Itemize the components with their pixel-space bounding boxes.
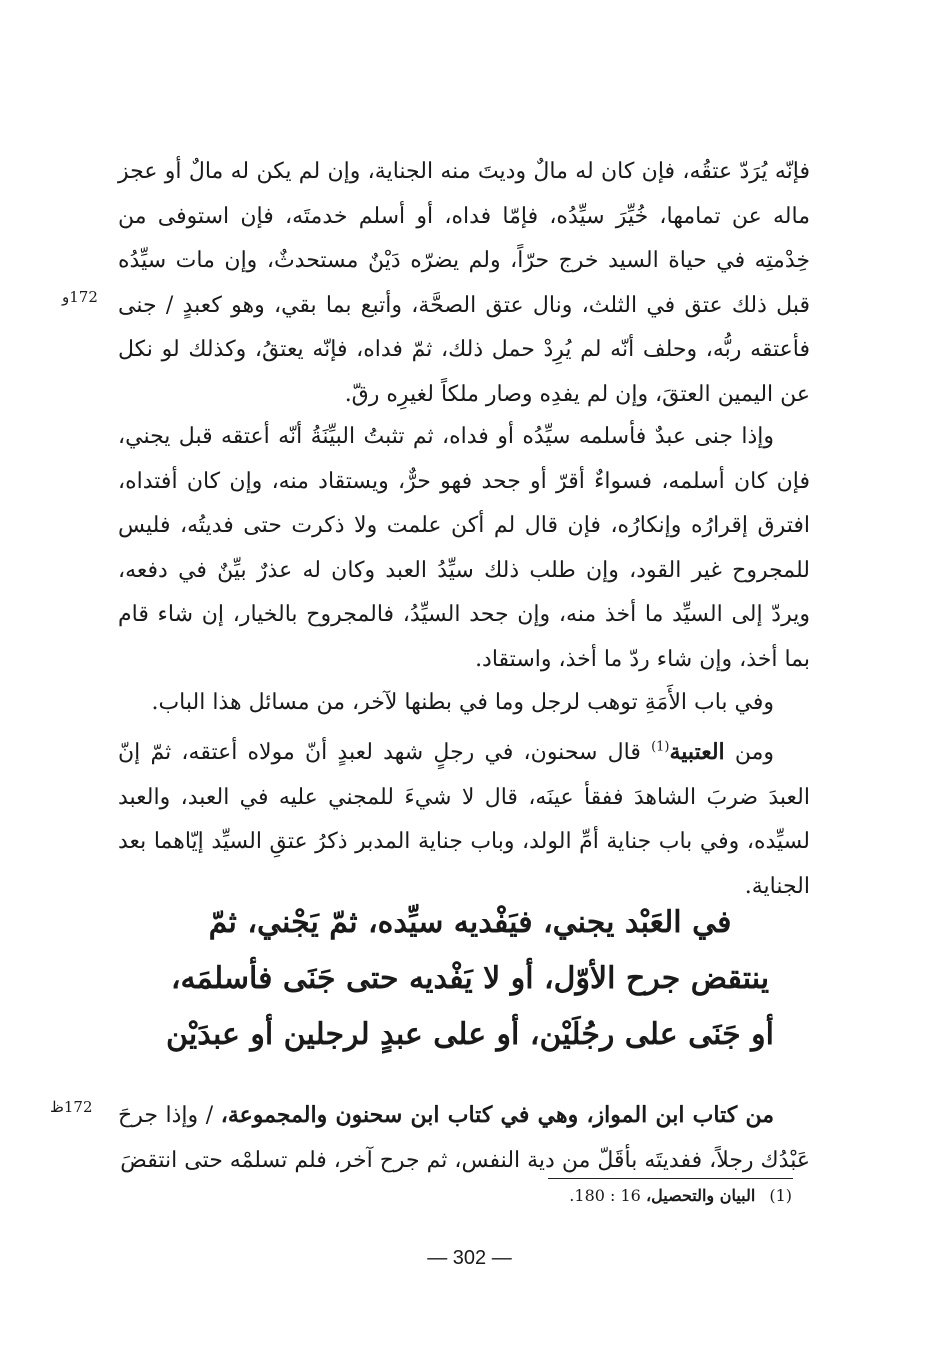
footnote-ref: (1) (651, 739, 670, 755)
paragraph-2 (118, 415, 810, 682)
source-citation: من كتاب ابن المواز، وهي في كتاب ابن سحنون والمجموعة، (220, 1102, 774, 1128)
page-number: — 302 — (427, 1247, 512, 1269)
paragraph-4-lead: ومن (724, 740, 774, 765)
heading-line-3: أو جَنَى على رجُلَيْن، أو على عبدٍ لرجلين أو عبدَيْن (166, 1017, 774, 1052)
paragraph-1 (118, 150, 810, 417)
folio-marker: 172و (62, 288, 98, 306)
paragraph-4-rest: قال سحنون، في رجلٍ شهد لعبدٍ أنّ مولاه أعتقه، ثمّ إنّ العبدَ ضربَ الشاهدَ ففقأ عينَه، قال لا شيءَ للمجني عليه في العبد، والعبد لسيِّده، وفي باب جناية أمِّ الولد، وباب جناية المدبر ذكرُ عتقِ السيِّد إيّاهما بعد الجناية. (118, 740, 810, 899)
footnote-divider (548, 1178, 793, 1179)
paragraph-5-text (118, 1093, 810, 1183)
heading-line-1: في العَبْد يجني، فيَفْديه سيِّده، ثمّ يَجْني، ثمّ (208, 905, 732, 940)
paragraph-3 (118, 681, 810, 726)
footnote-ref-text: 16 : 180. (569, 1186, 646, 1205)
paragraph-5-rest: / وإذا جرحَ عَبْدُك رجلاً، ففديتَه بأقَلّ من دية النفس، ثم جرح آخر، فلم تسلمْه حتى انتقضَ (118, 1103, 810, 1173)
paragraph-2-text: وإذا جنى عبدٌ فأسلمه سيِّدُه أو فداه، ثم تثبتُ البيِّنَةُ أنّه أعتقه قبل يجني، فإن كان أسلمه، فسواءٌ أقرّ أو جحد فهو حرٌّ، ويستقاد منه، وإن كان أفتداه، افترق إقرارُه وإنكارُه، فإن قال لم أكن علمت ولا ذكرت حتى فديتُه، فليس للمجروح غير القود، وإن طلب ذلك سيِّدُ العبد وكان له عذرٌ بيِّنٌ في دفعه، ويردّ إلى السيِّد ما أخذ منه، وإن جحد السيِّدُ، فالمجروح بالخيار، إن شاء قام بما أخذ، وإن شاء ردّ ما أخذ، واستقاد. (118, 424, 810, 672)
heading-line-2: ينتقض جرح الأوّل، أو لا يَفْديه حتى جَنَى فأسلمَه، (170, 961, 770, 996)
source-title: العتبية (669, 739, 725, 765)
paragraph-1-text: فإنّه يُرَدّ عتقُه، فإن كان له مالٌ وديتَ منه الجناية، وإن لم يكن له مالٌ أو عجز ماله عن تمامها، خُيِّرَ سيِّدُه، فإمّا فداه، أو أسلم خدمتَه، فإن استوفى من خِدْمتِه في حياة السيد خرج حرّاً، ولم يضرّه دَيْنٌ مستحدثٌ، وإن مات سيِّدُه قبل ذلك عتق في الثلث، ونال عتق الصحَّة، وأتبع بما بقي، وهو كعبدٍ / جنى فأعتقه ربُّه، وحلف أنّه لم يُرِدْ حمل ذلك، ثمّ فداه، فإنّه يعتقُ، وكذلك لو نكل عن اليمين العتقَ، وإن لم يفدِه وصار ملكاً لغيرِه رقّ. (118, 159, 810, 407)
paragraph-3-text: وفي باب الأَمَةِ توهب لرجل وما في بطنها لآخر، من مسائل هذا الباب. (151, 690, 774, 715)
footnote-source: البيان والتحصيل، (645, 1186, 756, 1205)
footnote (480, 1182, 792, 1210)
paragraph-4-text (118, 730, 810, 909)
paragraph-5 (118, 1093, 810, 1183)
folio-marker: 172ظ (50, 1098, 93, 1116)
footnote-number: (1) (769, 1186, 792, 1205)
section-heading (150, 895, 790, 1063)
paragraph-4 (118, 730, 810, 909)
